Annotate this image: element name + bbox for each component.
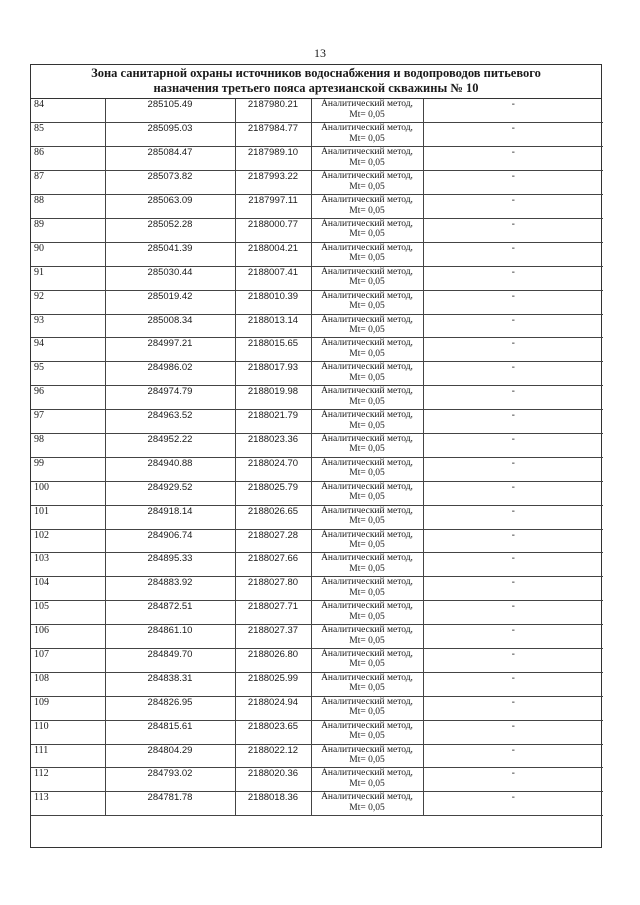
coordinate-y: 2188027.28 [235,529,311,553]
point-number: 112 [31,768,105,792]
coordinate-x: 285063.09 [105,195,235,219]
method-name: Аналитический метод, [321,457,413,468]
point-number: 97 [31,410,105,434]
note-cell: - [423,696,603,720]
method-accuracy: Mt= 0,05 [349,778,385,789]
coordinate-y: 2188027.66 [235,553,311,577]
method-accuracy: Mt= 0,05 [349,229,385,240]
method-cell [311,242,423,266]
coordinate-x: 285041.39 [105,242,235,266]
method-cell [311,481,423,505]
coordinate-x: 284952.22 [105,433,235,457]
method-cell [311,290,423,314]
coordinate-y: 2188023.36 [235,433,311,457]
coordinate-y: 2188027.80 [235,577,311,601]
method-name: Аналитический метод, [321,410,413,421]
method-accuracy: Mt= 0,05 [349,396,385,407]
note-cell: - [423,529,603,553]
method-accuracy: Mt= 0,05 [349,181,385,192]
method-accuracy: Mt= 0,05 [349,133,385,144]
coordinate-y: 2188027.37 [235,625,311,649]
coordinate-y: 2188007.41 [235,266,311,290]
method-cell [311,792,423,816]
method-accuracy: Mt= 0,05 [349,157,385,168]
coordinate-y: 2188024.70 [235,457,311,481]
note-cell: - [423,386,603,410]
method-cell [311,696,423,720]
method-cell [311,314,423,338]
method-accuracy: Mt= 0,05 [349,492,385,503]
method-name: Аналитический метод, [321,744,413,755]
method-name: Аналитический метод, [321,362,413,373]
table-row [31,648,603,672]
coordinate-y: 2187984.77 [235,123,311,147]
point-number: 111 [31,744,105,768]
note-cell: - [423,601,603,625]
method-name: Аналитический метод, [321,601,413,612]
point-number: 92 [31,290,105,314]
table-row [31,696,603,720]
method-cell [311,410,423,434]
method-accuracy: Mt= 0,05 [349,802,385,813]
point-number: 84 [31,99,105,123]
point-number: 85 [31,123,105,147]
method-name: Аналитический метод, [321,386,413,397]
table-row [31,744,603,768]
method-cell [311,99,423,123]
note-cell: - [423,218,603,242]
method-name: Аналитический метод, [321,195,413,206]
coordinate-y: 2188026.80 [235,648,311,672]
coordinate-x: 285019.42 [105,290,235,314]
coordinate-y: 2188018.36 [235,792,311,816]
method-accuracy: Mt= 0,05 [349,420,385,431]
method-name: Аналитический метод, [321,314,413,325]
page-number: 13 [314,46,326,60]
table-row [31,290,603,314]
method-cell [311,553,423,577]
point-number: 100 [31,481,105,505]
method-name: Аналитический метод, [321,338,413,349]
coordinate-y: 2188015.65 [235,338,311,362]
coordinate-y: 2188010.39 [235,290,311,314]
table-row [31,457,603,481]
coordinate-x: 284861.10 [105,625,235,649]
method-accuracy: Mt= 0,05 [349,277,385,288]
coordinate-y: 2188013.14 [235,314,311,338]
note-cell: - [423,553,603,577]
point-number: 96 [31,386,105,410]
table-row [31,625,603,649]
method-accuracy: Mt= 0,05 [349,659,385,670]
point-number: 104 [31,577,105,601]
method-accuracy: Mt= 0,05 [349,468,385,479]
coordinate-x: 284872.51 [105,601,235,625]
point-number: 86 [31,147,105,171]
point-number: 105 [31,601,105,625]
coordinate-y: 2188000.77 [235,218,311,242]
point-number: 109 [31,696,105,720]
method-name: Аналитический метод, [321,792,413,803]
point-number: 95 [31,362,105,386]
method-name: Аналитический метод, [321,242,413,253]
coordinate-x: 284804.29 [105,744,235,768]
table-row [31,720,603,744]
coordinate-x: 284849.70 [105,648,235,672]
title-line-1: Зона санитарной охраны источников водоснабжения и водопроводов питьевого [91,66,541,80]
note-cell: - [423,123,603,147]
method-cell [311,672,423,696]
table-row [31,672,603,696]
method-accuracy: Mt= 0,05 [349,372,385,383]
coordinate-x: 284793.02 [105,768,235,792]
note-cell: - [423,744,603,768]
coordinates-table-body [31,99,603,816]
method-cell [311,266,423,290]
coordinate-x: 284963.52 [105,410,235,434]
method-accuracy: Mt= 0,05 [349,516,385,527]
note-cell: - [423,410,603,434]
method-accuracy: Mt= 0,05 [349,683,385,694]
note-cell: - [423,648,603,672]
coordinate-x: 285073.82 [105,171,235,195]
coordinate-y: 2188021.79 [235,410,311,434]
method-accuracy: Mt= 0,05 [349,444,385,455]
method-cell [311,768,423,792]
table-row [31,147,603,171]
coordinate-x: 284895.33 [105,553,235,577]
coordinate-y: 2188024.94 [235,696,311,720]
table-row [31,577,603,601]
method-accuracy: Mt= 0,05 [349,540,385,551]
point-number: 107 [31,648,105,672]
note-cell: - [423,99,603,123]
method-cell [311,529,423,553]
table-row [31,242,603,266]
method-name: Аналитический метод, [321,768,413,779]
note-cell: - [423,290,603,314]
method-cell [311,362,423,386]
method-name: Аналитический метод, [321,696,413,707]
table-row [31,553,603,577]
point-number: 87 [31,171,105,195]
method-name: Аналитический метод, [321,648,413,659]
table-title [31,65,601,99]
table-row [31,601,603,625]
table-row [31,529,603,553]
note-cell: - [423,171,603,195]
document-frame [30,64,602,848]
coordinate-y: 2188019.98 [235,386,311,410]
coordinate-y: 2187989.10 [235,147,311,171]
method-accuracy: Mt= 0,05 [349,325,385,336]
coordinate-y: 2188022.12 [235,744,311,768]
method-name: Аналитический метод, [321,577,413,588]
point-number: 91 [31,266,105,290]
coordinate-x: 284883.92 [105,577,235,601]
table-row [31,792,603,816]
method-cell [311,720,423,744]
note-cell: - [423,505,603,529]
note-cell: - [423,577,603,601]
method-accuracy: Mt= 0,05 [349,301,385,312]
method-cell [311,386,423,410]
point-number: 106 [31,625,105,649]
note-cell: - [423,768,603,792]
coordinate-x: 285008.34 [105,314,235,338]
coordinate-y: 2188025.79 [235,481,311,505]
coordinate-y: 2188020.36 [235,768,311,792]
point-number: 108 [31,672,105,696]
method-name: Аналитический метод, [321,481,413,492]
method-cell [311,648,423,672]
note-cell: - [423,672,603,696]
method-accuracy: Mt= 0,05 [349,109,385,120]
table-row [31,768,603,792]
method-name: Аналитический метод, [321,672,413,683]
method-accuracy: Mt= 0,05 [349,205,385,216]
table-row [31,266,603,290]
point-number: 98 [31,433,105,457]
coordinate-x: 284906.74 [105,529,235,553]
coordinate-x: 284997.21 [105,338,235,362]
method-accuracy: Mt= 0,05 [349,563,385,574]
coordinate-y: 2187997.11 [235,195,311,219]
method-cell [311,601,423,625]
note-cell: - [423,457,603,481]
method-accuracy: Mt= 0,05 [349,587,385,598]
coordinate-x: 285052.28 [105,218,235,242]
coordinate-x: 284838.31 [105,672,235,696]
note-cell: - [423,792,603,816]
method-cell [311,457,423,481]
method-accuracy: Mt= 0,05 [349,348,385,359]
note-cell: - [423,720,603,744]
table-row [31,195,603,219]
method-name: Аналитический метод, [321,290,413,301]
table-row [31,218,603,242]
point-number: 99 [31,457,105,481]
method-name: Аналитический метод, [321,171,413,182]
coordinate-x: 284940.88 [105,457,235,481]
table-row [31,362,603,386]
table-row [31,386,603,410]
method-cell [311,744,423,768]
table-row [31,410,603,434]
table-row [31,314,603,338]
method-name: Аналитический метод, [321,266,413,277]
coordinate-y: 2188026.65 [235,505,311,529]
point-number: 113 [31,792,105,816]
coordinate-y: 2188027.71 [235,601,311,625]
note-cell: - [423,314,603,338]
table-row [31,123,603,147]
coordinate-x: 284986.02 [105,362,235,386]
point-number: 103 [31,553,105,577]
note-cell: - [423,362,603,386]
table-row [31,338,603,362]
note-cell: - [423,481,603,505]
point-number: 101 [31,505,105,529]
method-cell [311,171,423,195]
note-cell: - [423,266,603,290]
table-row [31,171,603,195]
method-cell [311,218,423,242]
note-cell: - [423,625,603,649]
method-cell [311,577,423,601]
coordinates-table [31,99,603,816]
note-cell: - [423,338,603,362]
coordinate-x: 284826.95 [105,696,235,720]
method-name: Аналитический метод, [321,433,413,444]
method-cell [311,433,423,457]
method-name: Аналитический метод, [321,147,413,158]
method-cell [311,195,423,219]
point-number: 94 [31,338,105,362]
coordinate-x: 285030.44 [105,266,235,290]
method-cell [311,338,423,362]
table-row [31,505,603,529]
method-accuracy: Mt= 0,05 [349,707,385,718]
point-number: 110 [31,720,105,744]
point-number: 89 [31,218,105,242]
coordinate-y: 2188025.99 [235,672,311,696]
coordinate-x: 284918.14 [105,505,235,529]
point-number: 90 [31,242,105,266]
coordinate-x: 284974.79 [105,386,235,410]
method-cell [311,625,423,649]
note-cell: - [423,242,603,266]
table-row [31,99,603,123]
method-accuracy: Mt= 0,05 [349,755,385,766]
method-name: Аналитический метод, [321,553,413,564]
coordinate-y: 2188023.65 [235,720,311,744]
method-accuracy: Mt= 0,05 [349,611,385,622]
method-cell [311,123,423,147]
method-name: Аналитический метод, [321,625,413,636]
coordinate-y: 2188004.21 [235,242,311,266]
method-name: Аналитический метод, [321,529,413,540]
title-line-2: назначения третьего пояса артезианской скважины № 10 [153,81,479,95]
method-accuracy: Mt= 0,05 [349,731,385,742]
coordinate-x: 284929.52 [105,481,235,505]
coordinate-x: 285084.47 [105,147,235,171]
table-row [31,481,603,505]
method-accuracy: Mt= 0,05 [349,635,385,646]
point-number: 88 [31,195,105,219]
coordinate-x: 285095.03 [105,123,235,147]
method-accuracy: Mt= 0,05 [349,253,385,264]
coordinate-x: 284815.61 [105,720,235,744]
note-cell: - [423,195,603,219]
coordinate-x: 284781.78 [105,792,235,816]
method-name: Аналитический метод, [321,99,413,109]
coordinate-y: 2187993.22 [235,171,311,195]
coordinate-y: 2187980.21 [235,99,311,123]
method-name: Аналитический метод, [321,505,413,516]
point-number: 93 [31,314,105,338]
point-number: 102 [31,529,105,553]
coordinate-y: 2188017.93 [235,362,311,386]
method-name: Аналитический метод, [321,720,413,731]
method-name: Аналитический метод, [321,218,413,229]
method-cell [311,505,423,529]
table-row [31,433,603,457]
note-cell: - [423,433,603,457]
coordinate-x: 285105.49 [105,99,235,123]
method-cell [311,147,423,171]
note-cell: - [423,147,603,171]
method-name: Аналитический метод, [321,123,413,134]
